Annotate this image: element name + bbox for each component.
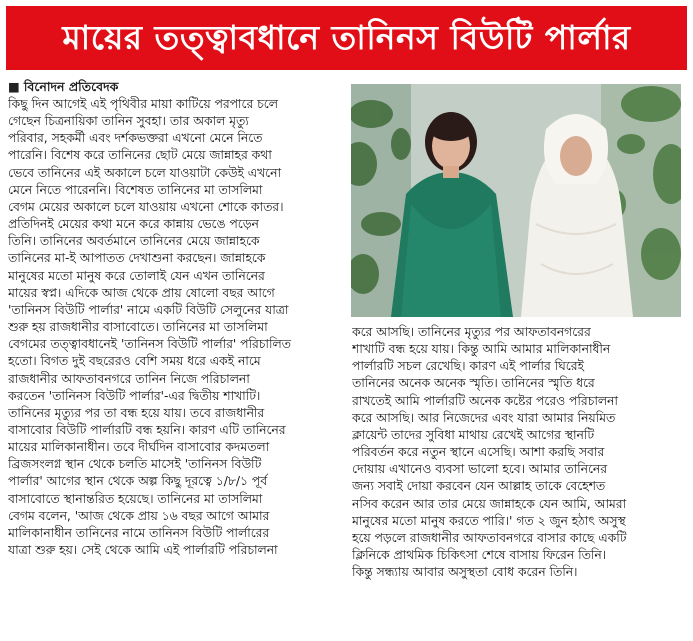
article-line: বেগমের তত্ত্বাবধানেই 'তানিনস বিউটি পার্লার' পরিচালিত	[8, 337, 291, 352]
article-line: তানিনের মা-ই আপাতত দেখাশুনা করছেন। জান্নাহকে	[8, 251, 266, 266]
article-line: মানুষের মতো মানুষ করে তোলাই যেন এখন তানিনের	[8, 268, 265, 283]
article-line: জন্য সবাই দোয়া করবেন যেন আল্লাহ তাকে বেহেশত	[352, 479, 606, 494]
headline: মায়ের তত্ত্বাবধানে তানিনস বিউটি পার্লার	[6, 6, 687, 70]
article-line: তিনি। তানিনের অবর্তমানে তানিনের মেয়ে জান্নাহকে	[8, 234, 260, 249]
article-line: ভেবে তানিনের এই অকালে চলে যাওয়াটা কেউই এখনো	[8, 165, 282, 180]
article-line: শুরু হয় রাজধানীর বাসাবোতে। তানিনের মা তাসলিমা	[8, 320, 268, 335]
byline-text: বিনোদন প্রতিবেদক	[23, 79, 119, 94]
article-line: দোয়ায় এখানেও ব্যবসা ভালো হবে। আমার তানিনের	[352, 462, 608, 477]
article-line: করে আসছি। আর নিজেদের এবং যারা আমার নিয়মিত	[352, 410, 616, 425]
article-line: ক্লিনিকে প্রাথমিক চিকিৎসা শেষে বাসায় ফিরেন তিনি।	[352, 548, 607, 563]
article-line: বাসাবোর বিউটি পার্লারটি বন্ধ হয়নি। কারণ এটি তানিনের	[8, 422, 286, 437]
article-line: পরিবার, সহকর্মী এবং দর্শকভক্তরা এখনো মেনে নিতে	[8, 131, 263, 146]
article-line: তানিনের মৃত্যুর পর তা বন্ধ হয়ে যায়। তবে রাজধানীর	[8, 405, 265, 420]
byline	[8, 79, 118, 95]
article-line: পার্লার' আগের স্থান থেকে অল্প কিছু দূরত্বে ১/৮/১ পূর্ব	[8, 474, 268, 489]
article-line: হয়ে পড়লে রাজধানীর আফতাবনগরে বাসার কাছে একটি	[352, 530, 627, 545]
article-column-left	[8, 96, 344, 559]
article-line: ক্লায়েন্ট তাদের সুবিধা মাথায় রেখেই আগের স্থানটি	[352, 427, 595, 442]
article-line: বেগম বলেন, 'আজ থেকে প্রায় ১৬ বছর আগে আমার	[8, 508, 270, 523]
article-column-right	[352, 324, 682, 581]
bullet-icon: ■	[8, 79, 20, 94]
article-line: মানুষের মতো মানুষ করতে পারি।' গত ২ জুন হঠাৎ অসুস্থ	[352, 513, 626, 528]
article-line: পার্লারটি সচল রেখেছি। কারণ এই পার্লার ঘিরেই	[352, 359, 584, 374]
article-line: করে আসছি। তানিনের মৃত্যুর পর আফতাবনগরের	[352, 325, 591, 339]
article-line: 'তানিনস বিউটি পার্লার' নামে একটি বিউটি সেলুনের যাত্রা	[8, 302, 289, 317]
article-line: মায়ের মালিকানাধীন। তবে দীর্ঘদিন বাসাবোর কদমতলা	[8, 440, 270, 455]
article-line: যাত্রা শুরু হয়। সেই থেকে আমি এই পার্লারটি পরিচালনা	[8, 543, 278, 558]
article-photo	[351, 84, 681, 317]
article-line: বাসাবোতে স্থানান্তরিত হয়েছে। তানিনের মা তাসলিমা	[8, 491, 263, 506]
article-line: তানিনের অনেক অনেক স্মৃতি। তানিনের স্মৃতি ধরে	[352, 376, 595, 391]
article-line: প্রতিদিনই মেয়ের কথা মনে করে কান্নায় ভেঙে পড়েন	[8, 217, 259, 232]
article-line: পারেনি। বিশেষ করে তানিনের ছোট মেয়ে জান্নাহর কথা	[8, 148, 272, 163]
article-line: করতেন 'তানিনস বিউটি পার্লার'-এর দ্বিতীয় শাখাটি।	[8, 388, 261, 403]
article-line: মালিকানাধীন তানিনের নামে তানিনস বিউটি পার্লারের	[8, 525, 270, 540]
article-line: পরিবর্তন করে নতুন স্থানে এসেছি। আশা করছি সবার	[352, 445, 605, 460]
article-line: কিছু দিন আগেই এই পৃথিবীর মায়া কাটিয়ে পরপারে চলে	[8, 97, 278, 111]
article-line: রাখতেই আমি পার্লারটি অনেক কষ্টের পরেও পরিচালনা	[352, 393, 618, 408]
article-line: গেছেন চিত্রনায়িকা তানিন সুবহা। তার অকাল মৃত্যু	[8, 114, 249, 129]
article-line: ব্রিজসংলগ্ন স্থান থেকে চলতি মাসেই 'তানিনস বিউটি	[8, 457, 262, 472]
article-line: শাখাটি বন্ধ হয়ে যায়। কিন্তু আমি আমার মালিকানাধীন	[352, 342, 611, 357]
article-line: হতো। বিগত দুই বছরেরও বেশি সময় ধরে একই নামে	[8, 354, 261, 369]
article-line: মায়ের স্বপ্ন। এদিকে আজ থেকে প্রায় ষোলো বছর আগে	[8, 285, 275, 300]
article-line: কিন্তু সন্ধ্যায় আবার অসুস্থতা বোধ করেন তিনি।	[352, 565, 578, 580]
article-line: মেনে নিতে পারেননি। বিশেষত তানিনের মা তাসলিমা	[8, 182, 263, 197]
photo-illustration	[351, 84, 681, 317]
article-line: বেগম মেয়ের অকালে চলে যাওয়ায় এখনো শোকে কাতর।	[8, 199, 284, 214]
article-line: রাজধানীর আফতাবনগরে তানিন নিজে পরিচালনা	[8, 371, 250, 386]
article-line: নসিব করেন আর তার মেয়ে জান্নাহকে যেন আমি, আমরা	[352, 496, 627, 511]
